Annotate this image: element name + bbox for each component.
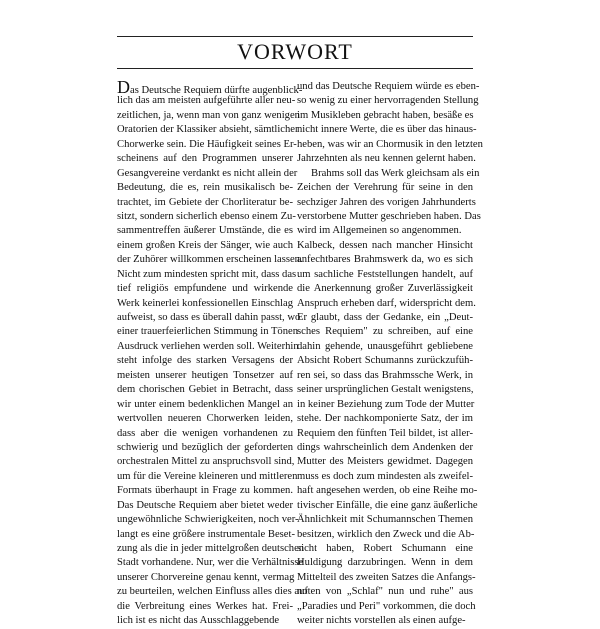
drop-capital: D [117,77,130,97]
text-line: Stadt vorhandene. Nur, wer die Verhältnisse [117,557,304,569]
text-line: Kalbeck, dessen nach mancher Hinsicht [297,239,473,251]
text-line: Brahms soll das Werk gleichsam als ein [311,167,480,179]
text-line: aufweist, so dass es überall dahin passt, wo [117,312,301,323]
text-line [117,77,303,97]
text-line: Ausdruck verliehen werden soll. Weiterhin [117,340,299,352]
text-line: Requiem den fünften Teil bildet, ist aller- [297,427,473,439]
text-line: zung als die in jeder mittelgroßen deutschen [117,543,305,554]
heading-underline [117,68,473,69]
text-line: besitzen, wirklich den Zweck und die Ab- [297,528,475,540]
text-line: meisten unserer heutigen Tonsetzer auf [117,369,293,381]
text-line: um für die Vereine kleineren und mittleren [117,470,298,482]
text-line: einem großen Kreis der Sänger, wie auch [117,239,293,251]
text-line: Bedeutung, die es, rein musikalisch be- [117,182,293,194]
left-text-column [117,77,308,629]
text-line: dass aber die wenigen vorhandenen zu [117,427,293,439]
right-text-column [297,80,483,629]
text-line: sitzt, sondern sicherlich ebenso einem Zu- [117,210,296,222]
text-line: Er glaubt, dass der Gedanke, ein „Deut- [297,312,473,323]
text-line: um sachliche Feststellungen handelt, auf [297,268,473,280]
text-line: Jahrzehnten als neu kennen gelernt haben. [297,153,476,165]
text-line: scheinens auf den Programmen unserer [117,153,293,165]
text-line: dahin gehende, unausgeführt gebliebene [297,340,473,352]
text-line: Absicht Robert Schumanns zurückzufüh- [297,355,473,367]
text-line: zu beurteilen, welchen Einfluss alles dies auf [117,586,308,598]
text-line: dem chorischen Gebiet in Betracht, dass [117,384,293,396]
text-line: langt es eine größere instrumentale Beset- [117,528,295,540]
text-line: Chorwerke sein. Die Häufigkeit seines Er- [117,138,297,150]
text-line: Anspruch erheben darf, widerspricht dem. [297,297,476,309]
text-line: steht infolge des starken Versagens der [117,355,293,367]
text-line: Huldigung darzubringen. Wenn in dem [297,557,473,569]
text-line: sammentreffen äußerer Umstände, die es [117,225,293,237]
text-line: noten von „Schlaf" nun und ruhe" aus [297,586,473,598]
text-line: Nicht zum mindesten spricht mit, dass das [117,268,297,280]
text-line: Gesangvereine verdankt es nicht allein der [117,167,298,179]
text-line-content: as Deutsche Requiem dürfte augenblick- [130,85,303,96]
text-line: haft angesehen werden, ob eine Reihe mo- [297,485,478,497]
text-line: Ähnlichkeit mit Schumannschen Themen [297,514,473,526]
text-line: anfechtbares Brahmswerk da, wo es sich [297,254,473,266]
text-line: ungewöhnliche Schwierigkeiten, noch ver- [117,514,299,526]
text-line: so wenig zu einer hervorragenden Stellung [297,95,479,107]
text-line: sches Requiem" zu schreiben, auf eine [297,326,473,338]
text-line: wird im Allgemeinen so angenommen. [297,225,462,237]
text-line: sechziger Jahren des vorigen Jahrhunderts [297,196,476,208]
text-line: lich ist es nicht das Ausschlaggebende [117,615,280,627]
text-line: die Verbreitung eines Werkes hat. Frei- [117,600,293,612]
text-line: Das Deutsche Requiem aber bietet weder [117,499,293,511]
text-line: in keiner Beziehung zum Tode der Mutter [297,398,475,410]
text-line: orchestralen Mittel zu anspruchsvoll sind, [117,456,295,468]
text-line: Formats überhaupt in Frage zu kommen. [117,485,293,497]
text-line: trachtet, im Gebiete der Chorliteratur be- [117,196,293,208]
text-line: Mutter des Meisters gewidmet. Dagegen [297,456,473,468]
text-line: der Zuhörer willkommen erscheinen lassen. [117,254,303,266]
text-line: Zeichen der Verehrung für seine in den [297,182,473,194]
text-line: im Musikleben gebracht haben, besäße es [297,109,474,121]
text-line: stehe. Der nachkomponierte Satz, der im [297,413,473,425]
text-line: einer trauerfeierlichen Stimmung in Tönen [117,326,299,338]
text-line: Oratorien der Klassiker absieht, sämtlicher [117,124,299,136]
text-line: die Anerkennung großer Zuverlässigkeit [297,283,473,295]
text-line: sicht haben, Robert Schumann eine [297,543,473,554]
text-line: ren sei, so dass das Brahmssche Werk, in [297,369,473,381]
text-line: und das Deutsche Requiem würde es eben- [297,81,480,92]
text-line: zeitlichen, ja, wenn man von ganz wenigen [117,109,300,121]
text-line: lich das am meisten aufgeführte aller neu- [117,95,296,107]
text-line: verstorbene Mutter geschrieben haben. Das [297,210,481,222]
text-line: Mittelteil des zweiten Satzes die Anfangs- [297,571,476,583]
text-line: unserer Chorvereine genau kennt, vermag [117,571,295,583]
text-line: heben, was wir an Chormusik in den letzten [297,138,483,150]
text-line: seiner ursprünglichen Gestalt wenigstens, [297,384,474,396]
top-rule [117,36,473,37]
text-line: Werk keinerlei konfessionellen Einschlag [117,297,293,309]
page-heading: VORWORT [237,39,353,64]
text-line: weiter nichts vorstellen als einen aufge- [297,615,466,627]
text-line: muss es doch zum mindesten als zweifel- [297,470,473,482]
text-line: tivischer Einfälle, die eine ganz äußerliche [297,499,478,511]
text-line: tief religiös empfundene und wirkende [117,283,293,295]
text-line: „Paradies und Peri" vorkommen, die doch [297,600,476,612]
text-line: schwierig und bezüglich der geforderten [117,441,293,453]
text-line: nicht innere Werte, die es über das hinaus- [297,124,477,136]
text-line: dings wahrscheinlich dem Andenken der [297,441,473,453]
text-line: wertvollen neueren Chorwerken leiden, [117,413,293,425]
text-line: wir unter einem bedenklichen Mangel an [117,398,293,410]
